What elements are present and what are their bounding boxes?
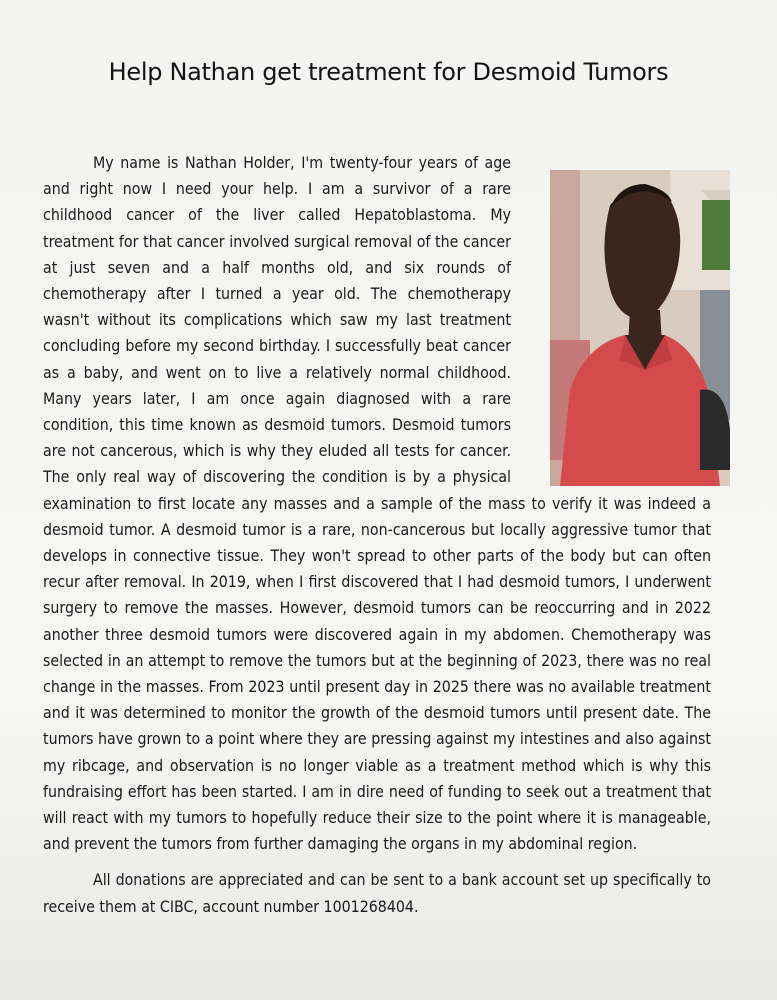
- body-text: [43, 150, 711, 920]
- page-title: Help Nathan get treatment for Desmoid Tumors: [108, 58, 669, 86]
- photo-spacer: [511, 150, 711, 488]
- donation-paragraph: All donations are appreciated and can be sent to a bank account set up specifically to receive them at CIBC, account number 1001268404.: [43, 870, 711, 916]
- story-paragraph: My name is Nathan Holder, I'm twenty-four years of age and right now I need your help. I am a survivor of a rare childhood cancer of the liver called Hepatoblastoma. My treatment for that cancer involved surgical removal of the cancer at just seven and a half months old, and six rounds of chemotherapy after I turned a year old. The chemotherapy wasn't without its complications which saw my last treatment concluding before my second birthday. I successfully beat cancer as a baby, and went on to live a relatively normal childhood. Many years later, I am once again diagnosed with a rare condition, this time known as desmoid tumors. Desmoid tumors are not cancerous, which is why they eluded all tests for cancer. The only real way of discovering the condition is by a physical examination to first locate any masses and a sample of the mass to verify it was indeed a desmoid tumor. A desmoid tumor is a rare, non-cancerous but locally aggressive tumor that develops in connective tissue. They won't spread to other parts of the body but can often recur after removal. In 2019, when I first discovered that I had desmoid tumors, I underwent surgery to remove the masses. However, desmoid tumors can be reoccurring and in 2022 another three desmoid tumors were discovered again in my abdomen. Chemotherapy was selected in an attempt to remove the tumors but at the beginning of 2023, there was no real change in the masses. From 2023 until present day in 2025 there was no available treatment and it was determined to monitor the growth of the desmoid tumors until present date. The tumors have grown to a point where they are pressing against my intestines and also against my ribcage, and observation is no longer viable as a treatment method which is why this fundraising effort has been started. I am in dire need of funding to seek out a treatment that will react with my tumors to hopefully reduce their size to the point where it is manageable, and prevent the tumors from further damaging the organs in my abdominal region.: [43, 153, 711, 854]
